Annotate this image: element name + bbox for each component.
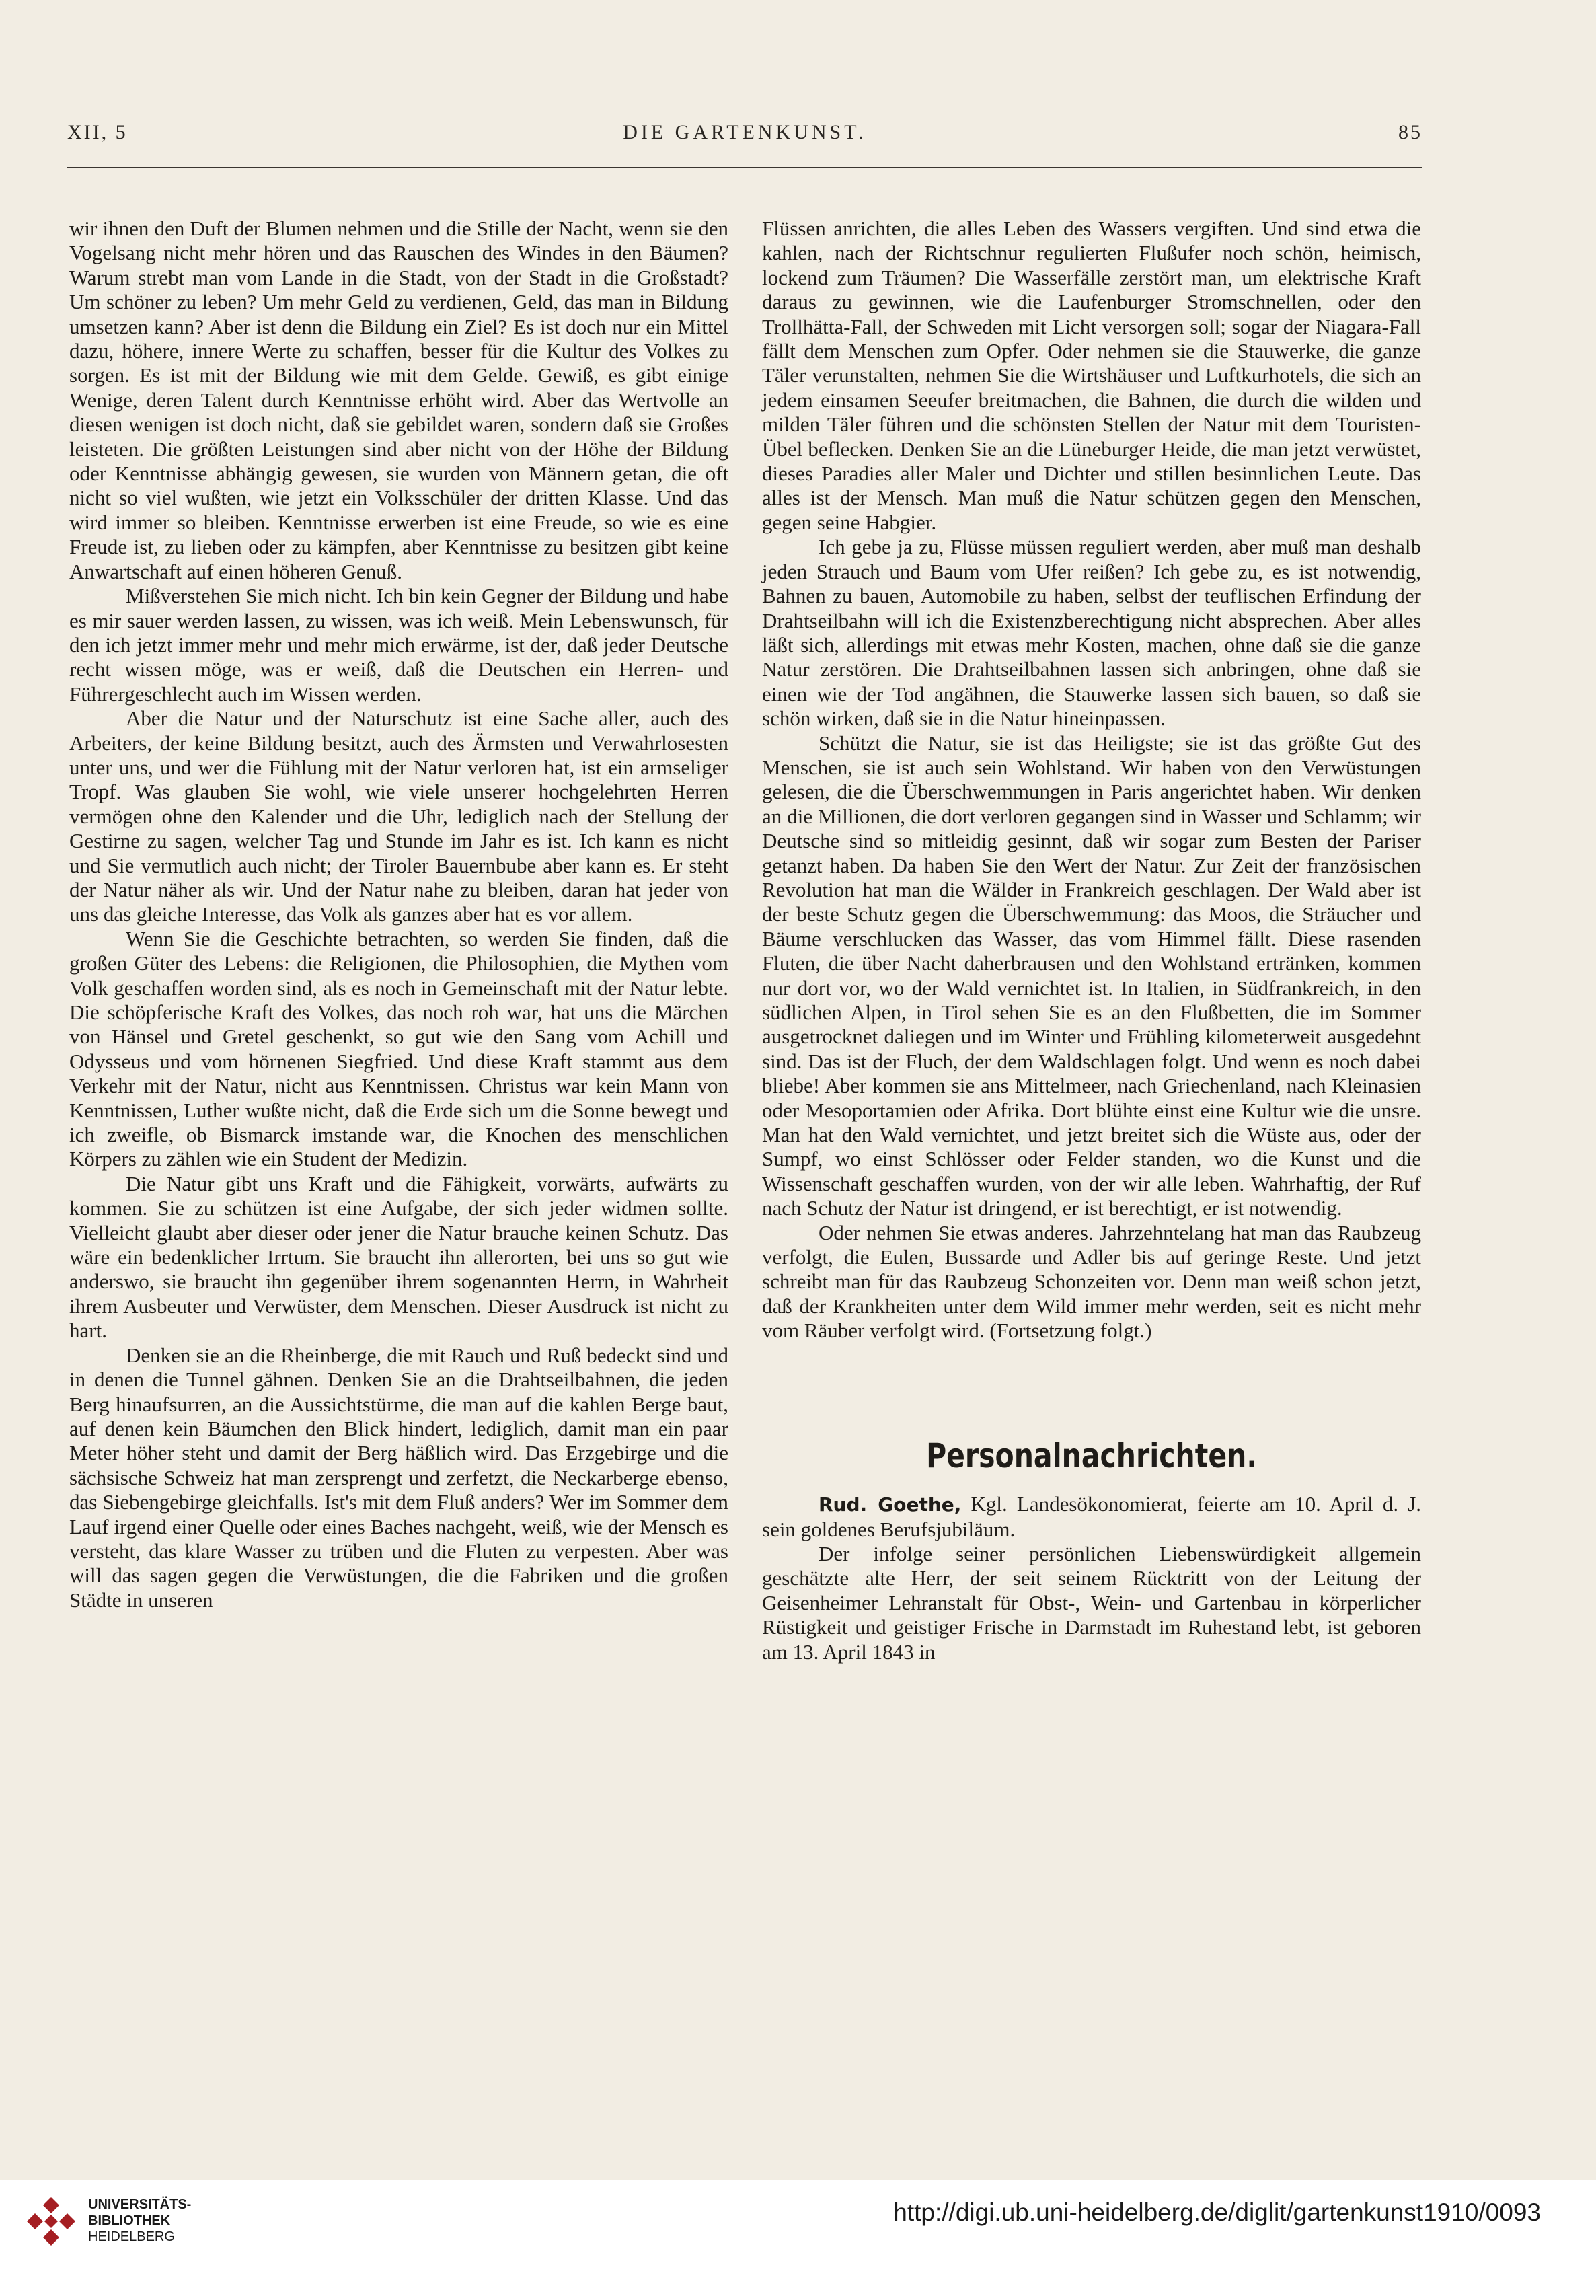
paragraph xyxy=(762,1492,1421,1542)
paragraph: Die Natur gibt uns Kraft und die Fähigkeit, vorwärts, aufwärts zu kommen. Sie zu schützen ist eine Aufgabe, der sich jeder widmen sollte. Vielleicht glaubt aber dieser oder jener die Natur brauche keinen Schutz. Das wäre ein bedenklicher Irrtum. Sie braucht ihn allerorten, bei uns so gut wie anderswo, sie braucht ihn gegenüber ihrem sogenannten Herrn, in Wahrheit ihrem Ausbeuter und Verwüster, dem Menschen. Dieser Ausdruck ist nicht zu hart. xyxy=(69,1171,728,1343)
paragraph: Flüssen anrichten, die alles Leben des Wassers vergiften. Und sind etwa die kahlen, nach der Richtschnur regulierten Flußufer noch schön, heimisch, lockend zum Träumen? Die Wasserfälle zerstört man, um elektrische Kraft daraus zu gewinnen, wie die Laufenburger Stromschnellen, oder den Trollhätta-Fall, der Schweden mit Licht versorgen soll; sogar der Niagara-Fall fällt dem Menschen zum Opfer. Oder nehmen sie die Stauwerke, die ganze Täler verunstalten, nehmen Sie die Wirtshäuser und Luftkurhotels, die sich an jedem einsamen Seeufer breitmachen, die Bahnen, die durch die wilden und milden Täler führen und die schönsten Stellen der Natur mit dem Touristen-Übel beflecken. Denken Sie an die Lüneburger Heide, die man jetzt verwüstet, dieses Paradies aller Maler und Dichter und stillen besinnlichen Leute. Das alles ist der Mensch. Man muß die Natur schützen gegen den Menschen, gegen seine Habgier. xyxy=(762,217,1421,534)
footer-bar xyxy=(0,2180,1596,2296)
person-name: Rud. Goethe, xyxy=(819,1493,962,1516)
library-name-line: UNIVERSITÄTS- xyxy=(88,2197,192,2212)
right-column xyxy=(762,217,1421,1664)
library-name-line: BIBLIOTHEK xyxy=(88,2213,171,2228)
source-url-link[interactable]: http://digi.ub.uni-heidelberg.de/diglit/gartenkunst1910/0093 xyxy=(893,2198,1541,2226)
paragraph-text: Kgl. Landesökonomierat, feierte am 10. April d. J. sein goldenes Berufsjubiläum. xyxy=(762,1492,1422,1541)
paragraph: Ich gebe ja zu, Flüsse müssen reguliert werden, aber muß man deshalb jeden Strauch und Baum vom Ufer reißen? Ich gebe zu, es ist notwendig, Bahnen zu bauen, Automobile zu haben, selbst der teuflischen Erfindung der Drahtseilbahn will ich die Existenzberechtigung nicht absprechen. Aber alles läßt sich, allerdings mit etwas mehr Kosten, machen, ohne daß sie die ganze Natur zerstören. Die Drahtseilbahnen lassen sich anbringen, ohne daß sie einen wie der Tod angähnen, die Stauwerke lassen sich bauen, so daß sie schön wirken, daß sie in die Natur hineinpassen. xyxy=(762,535,1421,731)
paragraph: Der infolge seiner persönlichen Liebenswürdigkeit allgemein geschätzte alte Herr, der seit seinem Rücktritt von der Leitung der Geisenheimer Lehranstalt für Obst-, Wein- und Gartenbau in körperlicher Rüstigkeit und geistiger Frische in Darmstadt im Ruhestand lebt, ist geboren am 13. April 1843 in xyxy=(762,1541,1421,1664)
section-title: Personalnachrichten. xyxy=(926,1436,1257,1475)
issue-number: XII, 5 xyxy=(67,121,128,143)
paragraph: Mißverstehen Sie mich nicht. Ich bin kein Gegner der Bildung und habe es mir sauer werden lassen, zu wissen, was ich weiß. Mein Lebenswunsch, für den ich jetzt immer mehr und mehr mich erwärme, ist der, daß jeder Deutsche recht wissen möge, was er weiß, daß die Deutschen ein Herren- und Führergeschlecht auch im Wissen werden. xyxy=(69,584,728,706)
header-rule xyxy=(67,167,1422,168)
journal-title: DIE GARTENKUNST. xyxy=(623,121,867,143)
library-logo-icon xyxy=(24,2194,78,2248)
paragraph: Denken sie an die Rheinberge, die mit Rauch und Ruß bedeckt sind und in denen die Tunnel gähnen. Denken Sie an die Drahtseilbahnen, die jeden Berg hinaufsurren, an die Aussichtstürme, die man auf die kahlen Berge baut, auf denen kein Bäumchen den Blick hindert, lediglich, damit man ein paar Meter höher steht und damit der Berg häßlich wird. Das Erzgebirge und die sächsische Schweiz hat man zersprengt und zerfetzt, die Neckarberge ebenso, das Siebengebirge gleichfalls. Ist's mit dem Fluß anders? Wer im Sommer dem Lauf irgend einer Quelle oder eines Baches nachgeht, weiß, wie der Mensch es versteht, das klare Wasser zu trüben und die Fluten zu verpesten. Aber was will das sagen gegen die Verwüstungen, die die Fabriken und die großen Städte in unseren xyxy=(69,1343,728,1612)
paragraph: wir ihnen den Duft der Blumen nehmen und die Stille der Nacht, wenn sie den Vogelsang nicht mehr hören und das Rauschen des Windes in den Bäumen? Warum strebt man vom Lande in die Stadt, von der Stadt in die Großstadt? Um schöner zu leben? Um mehr Geld zu verdienen, Geld, das man in Bildung umsetzen kann? Aber ist denn die Bildung ein Ziel? Es ist doch nur ein Mittel dazu, höhere, innere Werte zu schaffen, besser für die Kultur des Volkes zu sorgen. Es ist mit der Bildung wie mit dem Gelde. Gewiß, es gibt einige Wenige, deren Talent durch Kenntnisse erhöht wird. Aber das Wertvolle an diesen wenigen ist doch nicht, daß sie gebildet waren, sondern daß sie Großes leisteten. Die größten Leistungen sind aber nicht von der Höhe der Bildung oder Kenntnisse abhängig gewesen, sie wurden von Männern getan, die oft nicht so viel wußten, wie jetzt ein Volksschüler der dritten Klasse. Und das wird immer so bleiben. Kenntnisse erwerben ist eine Freude, so wie es eine Freude ist, zu lieben oder zu kämpfen, aber Kenntnisse zu besitzen gibt keine Anwartschaft auf einen höheren Genuß. xyxy=(69,217,728,583)
paragraph: Oder nehmen Sie etwas anderes. Jahrzehntelang hat man das Raubzeug verfolgt, die Eulen, Bussarde und Adler bis auf geringe Reste. Und jetzt schreibt man für das Raubzeug Schonzeiten vor. Denn man weiß schon jetzt, daß der Krankheiten unter dem Wild immer mehr werden, seit es nicht mehr vom Räuber verfolgt wird. (Fortsetzung folgt.) xyxy=(762,1220,1421,1343)
library-name-line: HEIDELBERG xyxy=(88,2229,175,2244)
paragraph: Aber die Natur und der Naturschutz ist eine Sache aller, auch des Arbeiters, der keine Bildung besitzt, auch des Ärmsten und Verwahrlosesten unter uns, und wer die Fühlung mit der Natur verloren hat, ist ein armseliger Tropf. Was glauben Sie wohl, wie viele unserer hochgelehrten Herren vermögen ohne den Kalender und die Uhr, lediglich nach der Stellung der Gestirne zu sagen, welcher Tag und Stunde im Jahr es ist. Ich kann es nicht und Sie vermutlich auch nicht; der Tiroler Bauernbube aber kann es. Er steht der Natur näher als wir. Und der Natur nahe zu bleiben, daran hat jeder von uns das gleiche Interesse, das Volk als ganzes aber hat es vor allem. xyxy=(69,706,728,926)
library-name xyxy=(88,2196,191,2245)
left-column xyxy=(69,217,728,1613)
running-header xyxy=(67,121,1422,155)
paragraph: Wenn Sie die Geschichte betrachten, so werden Sie finden, daß die großen Güter des Lebens: die Religionen, die Philosophien, die Mythen vom Volk geschaffen worden sind, als es noch in Gemeinschaft mit der Natur lebte. Die schöpferische Kraft des Volkes, das noch roh war, hat uns die Märchen von Hänsel und Gretel geschenkt, so gut wie den Sang vom Achill und Odysseus und vom hörnenen Siegfried. Und diese Kraft stammt aus dem Verkehr mit der Natur, nicht aus Kenntnissen. Christus war kein Mann von Kenntnissen, Luther wußte nicht, daß die Erde sich um die Sonne bewegt und ich zweifle, ob Bismarck imstande war, die Knochen des menschlichen Körpers zu zählen wie ein Student der Medizin. xyxy=(69,926,728,1171)
paragraph: Schützt die Natur, sie ist das Heiligste; sie ist das größte Gut des Menschen, sie ist auch sein Wohlstand. Wir haben von den Verwüstungen gelesen, die die Überschwemmungen in Paris angerichtet haben. Wir denken an die Millionen, die dort verloren gegangen sind in Wasser und Schlamm; wir Deutsche sind so mitleidig gesinnt, daß wir sogar zum Besten der Pariser getanzt haben. Da haben Sie den Wert der Natur. Zur Zeit der französischen Revolution hat man die Wälder in Frankreich geschlagen. Der Wald aber ist der beste Schutz gegen die Überschwemmung: das Moos, die Sträucher und Bäume verschlucken das Wasser, das vom Himmel fällt. Diese rasenden Fluten, die über Nacht daherbrausen und den Wohlstand ertränken, kommen nur dort vor, wo der Wald vernichtet ist. In Italien, in Südfrankreich, in den südlichen Alpen, in Tirol sehen Sie es an den Flußbetten, die im Sommer ausgetrocknet daliegen und im Winter und Frühling kilometerweit ausgedehnt sind. Das ist der Fluch, der dem Waldschlagen folgt. Und wenn es noch dabei bliebe! Aber kommen sie ans Mittelmeer, nach Griechenland, nach Kleinasien oder Mesoportamien oder Afrika. Dort blühte einst eine Kultur wie die unsre. Man hat den Wald vernichtet, und jetzt breitet sich die Wüste aus, oder der Sumpf, wo einst Schlösser oder Felder standen, wo die Kunst und die Wissenschaft geschaffen wurden, von der wir alle leben. Wahrhaftig, der Ruf nach Schutz der Natur ist dringend, er ist berechtigt, er ist notwendig. xyxy=(762,731,1421,1220)
page-number: 85 xyxy=(1398,121,1422,143)
